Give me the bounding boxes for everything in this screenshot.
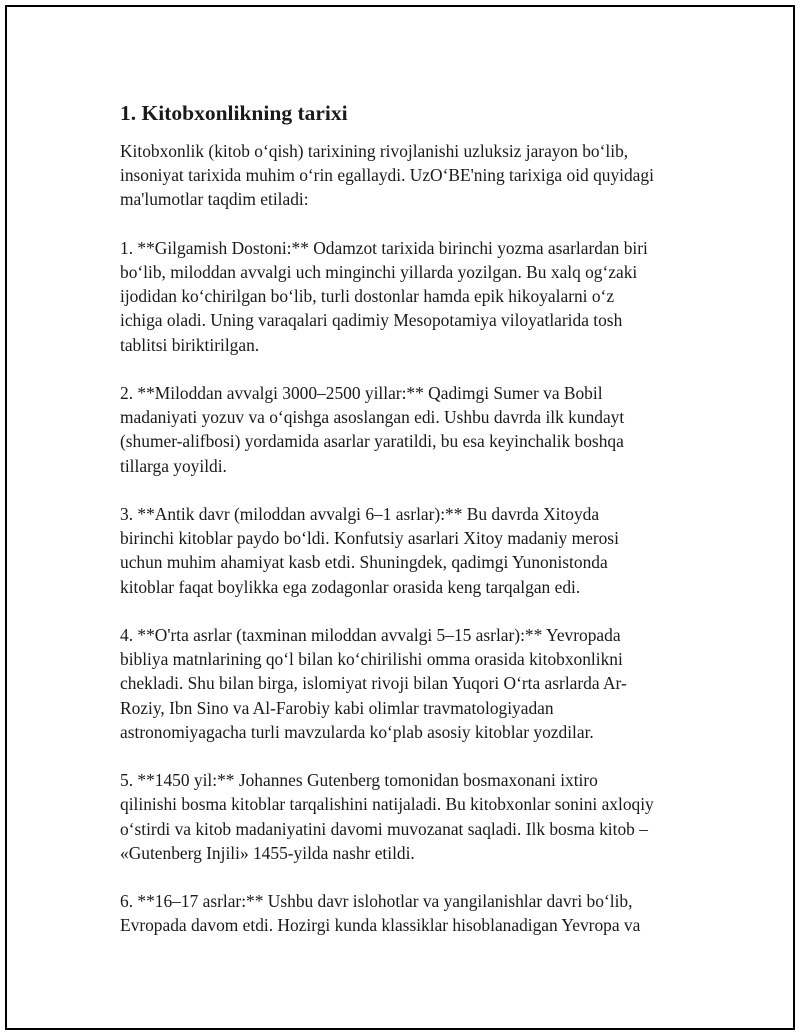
paragraph-1450 xyxy=(120,768,692,865)
text-line: 2. **Miloddan avvalgi 3000–2500 yillar:** Qadimgi Sumer va Bobil xyxy=(120,383,603,403)
text-line: kitoblar faqat boylikka ega zodagonlar orasida keng tarqalgan edi. xyxy=(120,576,581,597)
text-line: Kitobxonlik (kitob o‘qish) tarixining rivojlanishi uzluksiz jarayon bo‘lib, xyxy=(120,141,629,161)
text-line: 1. **Gilgamish Dostoni:** Odamzot tarixida birinchi yozma asarlardan biri xyxy=(120,237,648,258)
document-body xyxy=(120,99,692,962)
text-line: o‘stirdi va kitob madaniyatini davomi muvozanat saqladi. Ilk bosma kitob – xyxy=(120,818,648,839)
text-line: ichiga oladi. Uning varaqalari qadimiy Mesopotamiya viloyatlarida tosh xyxy=(120,310,623,331)
text-line: 5. **1450 yil:** Johannes Gutenberg tomonidan bosmaxonani ixtiro xyxy=(120,770,598,791)
text-line: chekladi. Shu bilan birga, islomiyat rivoji bilan Yuqori O‘rta asrlarda Ar- xyxy=(120,673,627,694)
text-line: bo‘lib, miloddan avvalgi uch minginchi yillarda yozilgan. Bu xalq og‘zaki xyxy=(120,262,638,282)
text-line: 6. **16–17 asrlar:** Ushbu davr islohotlar va yangilanishlar davri bo‘lib, xyxy=(120,891,633,912)
document-title: 1. Kitobxonlikning tarixi xyxy=(120,101,348,125)
paragraph-orta-asrlar xyxy=(120,623,692,744)
text-line: ma'lumotlar taqdim etiladi: xyxy=(120,189,309,210)
text-line: bibliya matnlarining qo‘l bilan ko‘chirilishi omma orasida kitobxonlikni xyxy=(120,649,623,670)
text-line: astronomiyagacha turli mavzularda ko‘plab asosiy kitoblar yozdilar. xyxy=(120,721,594,742)
text-line: Evropada davom etdi. Hozirgi kunda klassiklar hisoblanadigan Yevropa va xyxy=(120,915,641,936)
text-line: qilinishi bosma kitoblar tarqalishini natijaladi. Bu kitobxonlar sonini axloqiy xyxy=(120,794,654,815)
text-line: madaniyati yozuv va o‘qishga asoslangan edi. Ushbu davrda ilk kundayt xyxy=(120,407,625,428)
text-line: «Gutenberg Injili» 1455-yilda nashr etildi. xyxy=(120,842,415,863)
text-line: (shumer-alifbosi) yordamida asarlar yaratildi, bu esa keyinchalik boshqa xyxy=(120,431,624,452)
paragraph-sumer xyxy=(120,381,692,478)
text-line: tablitsi biriktirilgan. xyxy=(120,334,260,355)
text-line: 3. **Antik davr (miloddan avvalgi 6–1 asrlar):** Bu davrda Xitoyda xyxy=(120,504,600,524)
document-page xyxy=(5,5,795,1030)
paragraph-16-17-asrlar xyxy=(120,889,692,937)
text-line: 4. **O'rta asrlar (taxminan miloddan avvalgi 5–15 asrlar):** Yevropada xyxy=(120,625,621,645)
text-line: birinchi kitoblar paydo bo‘ldi. Konfutsiy asarlari Xitoy madaniy merosi xyxy=(120,528,619,549)
text-line: tillarga yoyildi. xyxy=(120,455,227,476)
paragraph-gilgamish xyxy=(120,236,692,357)
text-line: insoniyat tarixida muhim o‘rin egallaydi. UzO‘BE'ning tarixiga oid quyidagi xyxy=(120,165,654,186)
paragraph-antik xyxy=(120,502,692,599)
intro-paragraph xyxy=(120,139,692,212)
text-line: uchun muhim ahamiyat kasb etdi. Shuningdek, qadimgi Yunonistonda xyxy=(120,552,608,573)
text-line: ijodidan ko‘chirilgan bo‘lib, turli dostonlar hamda epik hikoyalarni o‘z xyxy=(120,286,615,307)
text-line: Roziy, Ibn Sino va Al-Farobiy kabi olimlar travmatologiyadan xyxy=(120,697,554,718)
